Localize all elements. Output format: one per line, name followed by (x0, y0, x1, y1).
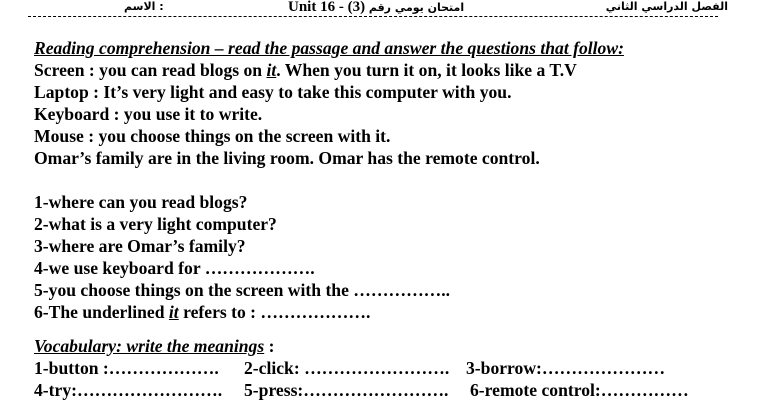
question-1: 1-where can you read blogs? (34, 192, 248, 212)
vocab-button: 1-button :………………. (34, 358, 219, 378)
exam-title-ar: امتحان يومي رقم (368, 1, 465, 14)
question-4: 4-we use keyboard for ………………. (34, 258, 315, 278)
question-2: 2-what is a very light computer? (34, 214, 277, 234)
exam-title-en: Unit 16 - (3) (288, 0, 366, 15)
passage-screen: Screen : you can read blogs on it. When you turn it on, it looks like a T.V (34, 60, 577, 80)
reading-heading: Reading comprehension – read the passage and answer the questions that follow: (34, 38, 624, 58)
exam-title (288, 0, 464, 15)
exam-body (34, 37, 734, 401)
question-5: 5-you choose things on the screen with the …………….. (34, 280, 451, 300)
passage-mouse: Mouse : you choose things on the screen with it. (34, 126, 391, 146)
vocab-row-1 (34, 357, 734, 379)
student-name-label: الاسم : (124, 0, 164, 13)
question-3: 3-where are Omar’s family? (34, 236, 246, 256)
vocabulary-heading: Vocabulary: write the meanings : (34, 336, 275, 356)
passage-keyboard: Keyboard : you use it to write. (34, 104, 263, 124)
spacer (34, 169, 734, 191)
header-divider (28, 16, 718, 17)
vocab-try: 4-try:……………………. (34, 380, 223, 400)
passage-laptop: Laptop : It’s very light and easy to take this computer with you. (34, 82, 512, 102)
underlined-it: it (266, 60, 277, 80)
passage-omar: Omar’s family are in the living room. Omar has the remote control. (34, 148, 540, 168)
vocab-click: 2-click: ……………………. (244, 358, 450, 378)
vocab-remote-control: 6-remote control:…………… (470, 380, 689, 400)
underlined-it-q6: it (168, 302, 179, 322)
vocab-row-2 (34, 379, 734, 401)
vocab-press: 5-press:……………………. (244, 380, 449, 400)
question-6: 6-The underlined it refers to : ………………. (34, 302, 371, 322)
exam-header (0, 0, 780, 16)
vocab-borrow: 3-borrow:………………… (466, 358, 666, 378)
term-label: الفصل الدراسي الثاني (605, 0, 728, 13)
spacer (34, 323, 734, 335)
